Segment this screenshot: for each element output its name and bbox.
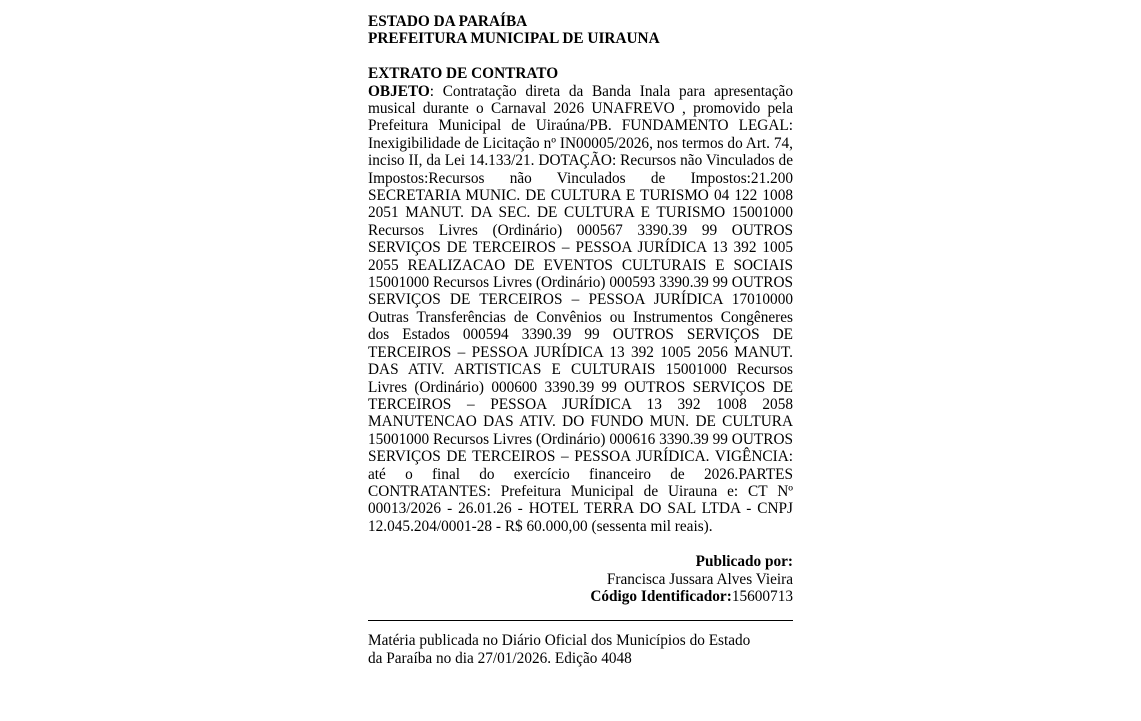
divider-line (368, 620, 793, 621)
contract-body-text: : Contratação direta da Banda Inala para apresentação musical durante o Carnaval 2026 UNAFREVO , promovido pela Prefeitura Municipal de Uiraúna/PB. FUNDAMENTO LEGAL: Inexigibilidade de Licitação nº IN00005/2026, nos termos do Art. 74, inciso II, da Lei 14.133/21. DOTAÇÃO: Recursos não Vinculados de Impostos:Recursos não Vinculados de Impostos:21.200 SECRETARIA MUNIC. DE CULTURA E TURISMO 04 122 1008 2051 MANUT. DA SEC. DE CULTURA E TURISMO 15001000 Recursos Livres (Ordinário) 000567 3390.39 99 OUTROS SERVIÇOS DE TERCEIROS – PESSOA JURÍDICA 13 392 1005 2055 REALIZACAO DE EVENTOS CULTURAIS E SOCIAIS 15001000 Recursos Livres (Ordinário) 000593 3390.39 99 OUTROS SERVIÇOS DE TERCEIROS – PESSOA JURÍDICA 17010000 Outras Transferências de Convênios ou Instrumentos Congêneres dos Estados 000594 3390.39 99 OUTROS SERVIÇOS DE TERCEIROS – PESSOA JURÍDICA 13 392 1005 2056 MANUT. DAS ATIV. ARTISTICAS E CULTURAIS 15001000 Recursos Livres (Ordinário) 000600 3390.39 99 OUTROS SERVIÇOS DE TERCEIROS – PESSOA JURÍDICA 13 392 1008 2058 MANUTENCAO DAS ATIV. DO FUNDO MUN. DE CULTURA 15001000 Recursos Livres (Ordinário) 000616 3390.39 99 OUTROS SERVIÇOS DE TERCEIROS – PESSOA JURÍDICA. VIGÊNCIA: até o final do exercício financeiro de 2026.PARTES CONTRATANTES: Prefeitura Municipal de Uirauna e: CT Nº 00013/2026 - 26.01.26 - HOTEL TERRA DO SAL LTDA - CNPJ 12.045.204/0001-28 - R$ 60.000,00 (sessenta mil reais). (368, 82, 793, 535)
identifier-line (368, 588, 793, 605)
prefecture-heading: PREFEITURA MUNICIPAL DE UIRAUNA (368, 30, 660, 48)
object-label: OBJETO (368, 82, 430, 100)
spacer (368, 48, 793, 65)
contract-body (368, 83, 793, 536)
publication-footer (368, 632, 793, 667)
extract-title: EXTRATO DE CONTRATO (368, 65, 559, 83)
footer-line-1: Matéria publicada no Diário Oficial dos Municípios do Estado (368, 632, 751, 650)
published-by-label: Publicado por: (695, 553, 793, 571)
code-label: Código Identificador: (590, 587, 732, 605)
code-value: 15600713 (731, 587, 793, 605)
footer-line-2: da Paraíba no dia 27/01/2026. Edição 4048 (368, 649, 632, 667)
publication-column (368, 13, 793, 667)
publisher-name: Francisca Jussara Alves Vieira (606, 570, 793, 588)
signature-block (368, 553, 793, 605)
state-heading: ESTADO DA PARAÍBA (368, 13, 528, 30)
